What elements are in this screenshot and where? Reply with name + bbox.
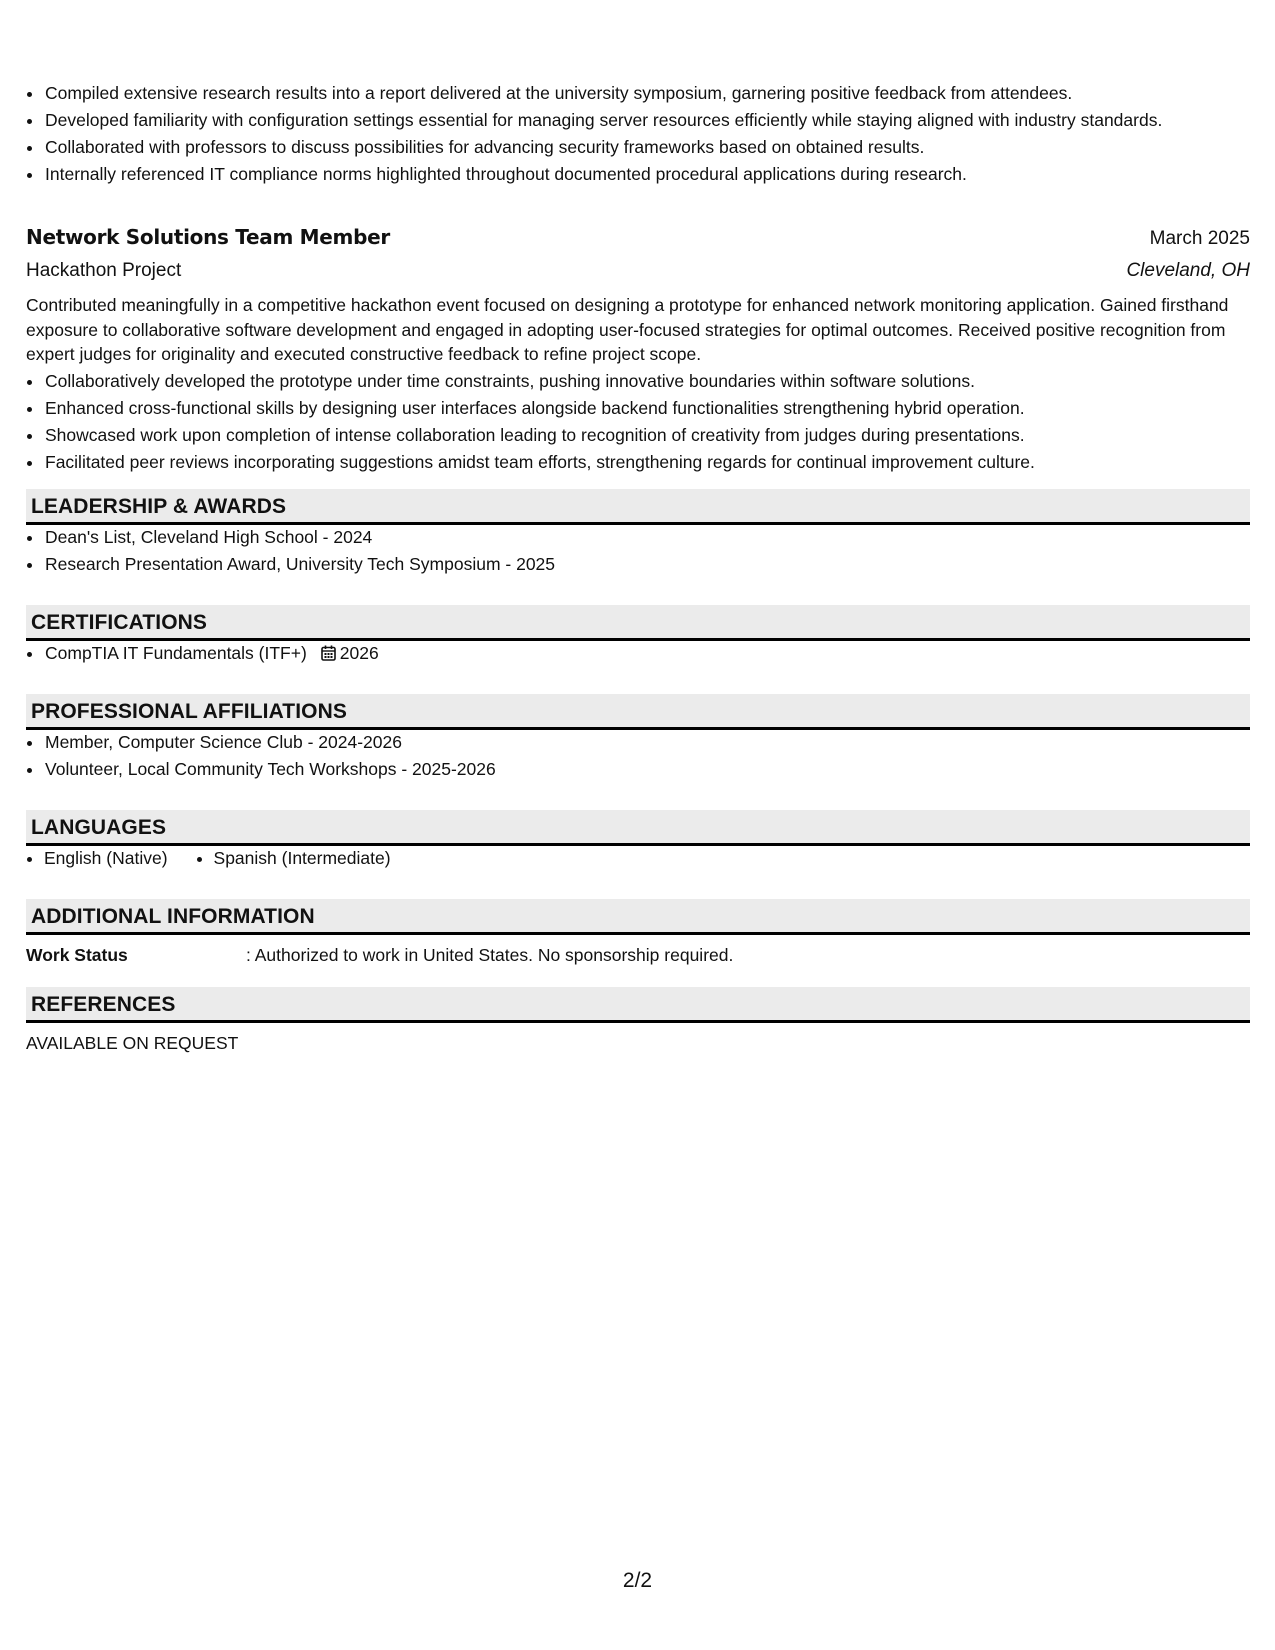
section-heading: LEADERSHIP & AWARDS: [26, 489, 1250, 525]
references-text: AVAILABLE ON REQUEST: [26, 1033, 239, 1053]
affiliations-list: [26, 730, 1250, 781]
languages-list: [26, 846, 1250, 870]
list-item: • Showcased work upon completion of intense collaboration leading to recognition of creativity from judges during presentations.: [44, 423, 1250, 447]
certification-year: 2026: [339, 643, 379, 663]
job-date: March 2025: [1149, 228, 1250, 249]
list-item: • Internally referenced IT compliance norms highlighted throughout documented procedural applications during research.: [44, 162, 1268, 186]
list-item: • Spanish (Intermediate): [214, 846, 391, 870]
certification-name: CompTIA IT Fundamentals (ITF+): [45, 643, 307, 663]
work-status-row: [26, 943, 1250, 967]
job-bullets: [26, 369, 1250, 474]
list-item: • Facilitated peer reviews incorporating suggestions amidst team efforts, strengthening regards for continual improvement culture.: [44, 450, 1250, 474]
list-item: • Collaborated with professors to discuss possibilities for advancing security frameworks based on obtained results.: [44, 135, 1268, 159]
list-item: • Volunteer, Local Community Tech Workshops - 2025-2026: [44, 757, 1250, 781]
job-location: Cleveland, OH: [1126, 260, 1250, 281]
work-status-value: : Authorized to work in United States. No sponsorship required.: [246, 945, 734, 965]
list-item: • Compiled extensive research results into a report delivered at the university symposium, garnering positive feedback from attendees.: [44, 81, 1268, 105]
calendar-icon: [321, 645, 336, 661]
list-item: [44, 641, 1250, 665]
affiliations-section: [26, 694, 1250, 784]
section-heading: CERTIFICATIONS: [26, 605, 1250, 641]
section-heading: REFERENCES: [26, 987, 1250, 1023]
list-item: • English (Native): [44, 846, 168, 870]
additional-info-section: [26, 899, 1250, 967]
leadership-section: [26, 489, 1250, 579]
page-number: 2/2: [622, 1569, 653, 1592]
references-section: [26, 987, 1250, 1055]
job-organization: Hackathon Project: [26, 260, 182, 281]
certifications-list: [26, 641, 1250, 665]
experience-entry: [26, 224, 1250, 477]
section-heading: ADDITIONAL INFORMATION: [26, 899, 1250, 935]
list-item: • Developed familiarity with configuration settings essential for managing server resources efficiently while staying aligned with industry standards.: [44, 108, 1268, 132]
list-item: • Collaboratively developed the prototype under time constraints, pushing innovative boundaries within software solutions.: [44, 369, 1250, 393]
list-item: • Enhanced cross-functional skills by designing user interfaces alongside backend functionalities strengthening hybrid operation.: [44, 396, 1250, 420]
work-status-label: Work Status: [26, 945, 128, 965]
job-description: Contributed meaningfully in a competitive hackathon event focused on designing a prototype for enhanced network monitoring application. Gained firsthand exposure to collaborative software development and engaged in adopting user-focused strategies for optimal outcomes. Received positive recognition from expert judges for originality and executed constructive feedback to refine project scope.: [26, 295, 1229, 364]
section-heading: PROFESSIONAL AFFILIATIONS: [26, 694, 1250, 730]
job-title: Network Solutions Team Member: [26, 225, 390, 249]
previous-role-bullets: [26, 81, 1268, 189]
certifications-section: [26, 605, 1250, 668]
list-item: • Member, Computer Science Club - 2024-2026: [44, 730, 1250, 754]
list-item: • Research Presentation Award, University Tech Symposium - 2025: [44, 552, 1250, 576]
languages-section: [26, 810, 1250, 870]
list-item: • Dean's List, Cleveland High School - 2024: [44, 525, 1250, 549]
leadership-list: [26, 525, 1250, 576]
section-heading: LANGUAGES: [26, 810, 1250, 846]
